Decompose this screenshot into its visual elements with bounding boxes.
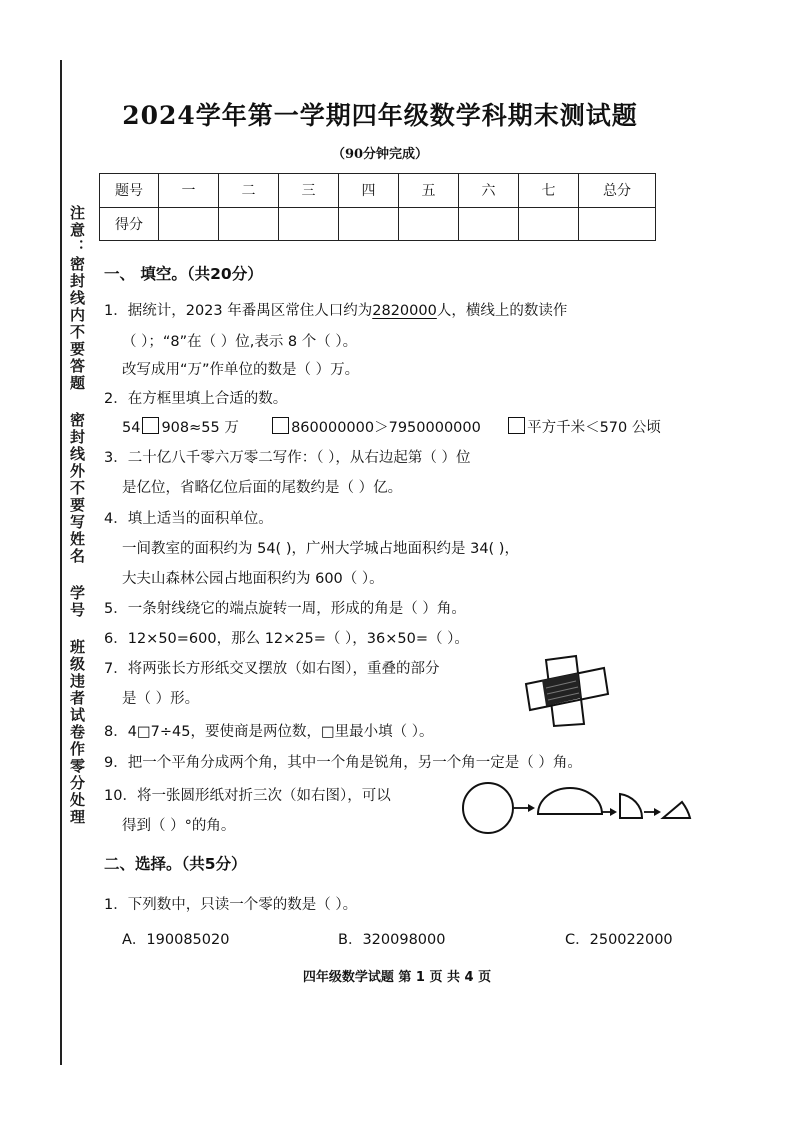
score-header-cell: 五 xyxy=(399,174,459,208)
question-1-text-b: 人，横线上的数读作 xyxy=(436,303,568,319)
q2-item2-suffix: 860000000＞7950000000 xyxy=(291,420,481,436)
answer-box[interactable] xyxy=(272,417,289,434)
binding-margin-note: 注意：密封线内不要答题 密封线外不要写姓名 学号 班级违者试卷作零分处理 xyxy=(68,205,86,826)
score-header-cell: 题号 xyxy=(100,174,159,208)
question-1-line-3: 改写成用“万”作单位的数是（ ）万。 xyxy=(122,362,360,378)
score-input-cell[interactable] xyxy=(219,207,279,241)
question-4-line-1: 4．填上适当的面积单位。 xyxy=(104,511,273,527)
section-1-heading: 一、 填空。（共20分） xyxy=(104,265,263,283)
answer-box[interactable] xyxy=(142,417,159,434)
section-2-heading: 二、选择。（共5分） xyxy=(104,855,247,873)
question-1-line-2: （ ）；“8”在（ ）位,表示 8 个（ ）。 xyxy=(122,334,358,350)
score-header-cell: 七 xyxy=(519,174,579,208)
score-header-cell: 总分 xyxy=(579,174,656,208)
answer-box[interactable] xyxy=(508,417,525,434)
q2-item1-suffix: 908≈55 万 xyxy=(161,420,239,436)
score-table-score-row xyxy=(100,207,656,241)
score-input-cell[interactable] xyxy=(279,207,339,241)
score-input-cell[interactable] xyxy=(459,207,519,241)
choice-option-b[interactable]: B．320098000 xyxy=(338,932,446,948)
score-input-cell[interactable] xyxy=(339,207,399,241)
question-8: 8．4□7÷45，要使商是两位数，□里最小填（ ）。 xyxy=(104,724,434,740)
question-2-items xyxy=(122,416,661,437)
question-6: 6．12×50=600，那么 12×25=（ ），36×50=（ ）。 xyxy=(104,631,469,647)
question-4-line-3: 大夫山森林公园占地面积约为 600（ ）。 xyxy=(122,571,384,587)
exam-subtitle: （90分钟完成） xyxy=(331,147,429,162)
question-9: 9．把一个平角分成两个角，其中一个角是锐角，另一个角一定是（ ）角。 xyxy=(104,755,582,771)
score-input-cell[interactable] xyxy=(159,207,219,241)
score-input-cell[interactable] xyxy=(399,207,459,241)
question-1-line-1 xyxy=(104,299,567,320)
score-header-cell: 六 xyxy=(459,174,519,208)
question-10-line-2: 得到（ ）°的角。 xyxy=(122,818,236,834)
q2-item1-prefix: 54 xyxy=(122,420,141,436)
question-5: 5．一条射线绕它的端点旋转一周，形成的角是（ ）角。 xyxy=(104,601,466,617)
question-3-line-1: 3．二十亿八千零六万零二写作：（ ），从右边起第（ ）位 xyxy=(104,450,471,466)
question-2-line-1: 2．在方框里填上合适的数。 xyxy=(104,391,288,407)
choice-option-a[interactable]: A．190085020 xyxy=(122,932,230,948)
crossed-rectangles-figure xyxy=(520,654,612,728)
choice-question-1: 1．下列数中，只读一个零的数是（ ）。 xyxy=(104,897,358,913)
question-10-line-1: 10．将一张圆形纸对折三次（如右图），可以 xyxy=(104,788,391,804)
score-header-cell: 一 xyxy=(159,174,219,208)
score-header-cell: 三 xyxy=(279,174,339,208)
score-input-cell[interactable] xyxy=(579,207,656,241)
question-4-line-2: 一间教室的面积约为 54( )，广州大学城占地面积约是 34( )， xyxy=(122,541,519,557)
score-input-cell[interactable] xyxy=(519,207,579,241)
page-footer: 四年级数学试题 第 1 页 共 4 页 xyxy=(302,970,492,985)
question-7-line-2: 是（ ）形。 xyxy=(122,691,200,707)
binding-margin-rule xyxy=(60,60,62,1065)
score-table-header-row xyxy=(100,174,656,208)
population-number: 2820000 xyxy=(372,303,437,319)
score-row-label: 得分 xyxy=(100,207,159,241)
question-7-line-1: 7．将两张长方形纸交叉摆放（如右图），重叠的部分 xyxy=(104,661,440,677)
choice-option-c[interactable]: C．250022000 xyxy=(565,932,673,948)
circle-folding-figure xyxy=(460,778,696,838)
q2-item3-suffix: 平方千米＜570 公顷 xyxy=(527,420,661,436)
score-header-cell: 二 xyxy=(219,174,279,208)
question-3-line-2: 是亿位，省略亿位后面的尾数约是（ ）亿。 xyxy=(122,480,403,496)
exam-title: 2024学年第一学期四年级数学科期末测试题 xyxy=(122,101,638,130)
score-table xyxy=(99,173,656,241)
score-header-cell: 四 xyxy=(339,174,399,208)
question-1-text-a: 1．据统计，2023 年番禺区常住人口约为 xyxy=(104,303,373,319)
